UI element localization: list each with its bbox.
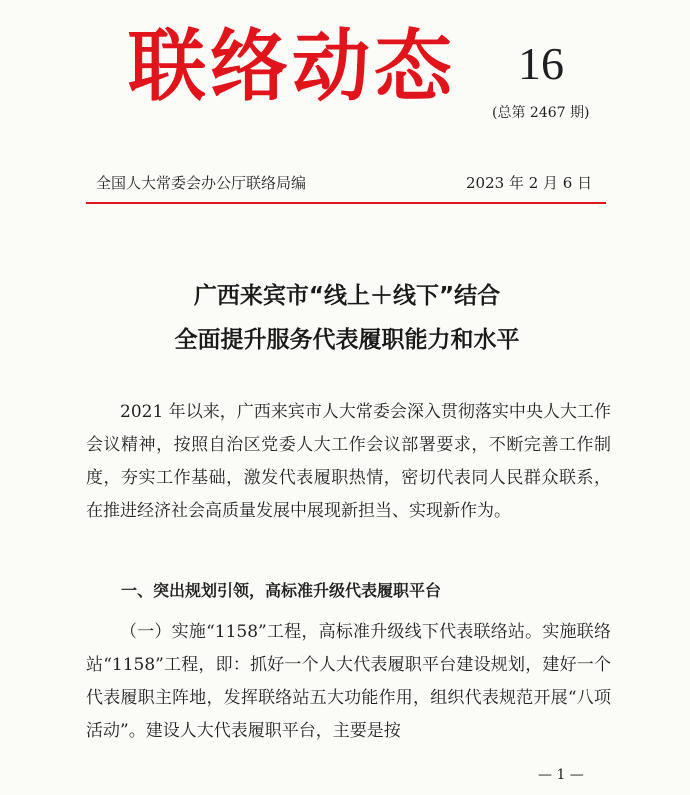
intro-paragraph: 2021 年以来，广西来宾市人大常委会深入贯彻落实中央人大工作会议精神，按照自治区党委人大工作会议部署要求，不断完善工作制度，夯实工作基础，激发代表履职热情，密切代表同人民群众联系，在推进经济社会高质量发展中展现新担当、实现新作为。 — [86, 402, 611, 521]
page-number: — 1 — — [538, 767, 584, 783]
article-title-line-2: 全面提升服务代表履职能力和水平 — [174, 327, 520, 353]
section-paragraph: （一）实施“1158”工程，高标准升级线下代表联络站。实施联络站“1158”工程，即：抓好一个人大代表履职平台建设规划，建好一个代表履职主阵地，发挥联络站五大功能作用，组织代表规范开展“八项活动”。建设人大代表履职平台，主要是按 — [86, 622, 611, 741]
article-title-line-1: 广西来宾市“线上＋线下”结合 — [193, 283, 501, 309]
total-issue-number: (总第 2467 期) — [492, 105, 590, 121]
section-heading: 一、突出规划引领，高标准升级代表履职平台 — [121, 581, 442, 600]
masthead-title: 联络动态 — [128, 22, 457, 112]
red-divider — [86, 202, 606, 204]
editor-line: 全国人大常委会办公厅联络局编 — [96, 174, 307, 192]
publish-date: 2023 年 2 月 6 日 — [466, 174, 593, 192]
issue-number: 16 — [518, 38, 564, 89]
